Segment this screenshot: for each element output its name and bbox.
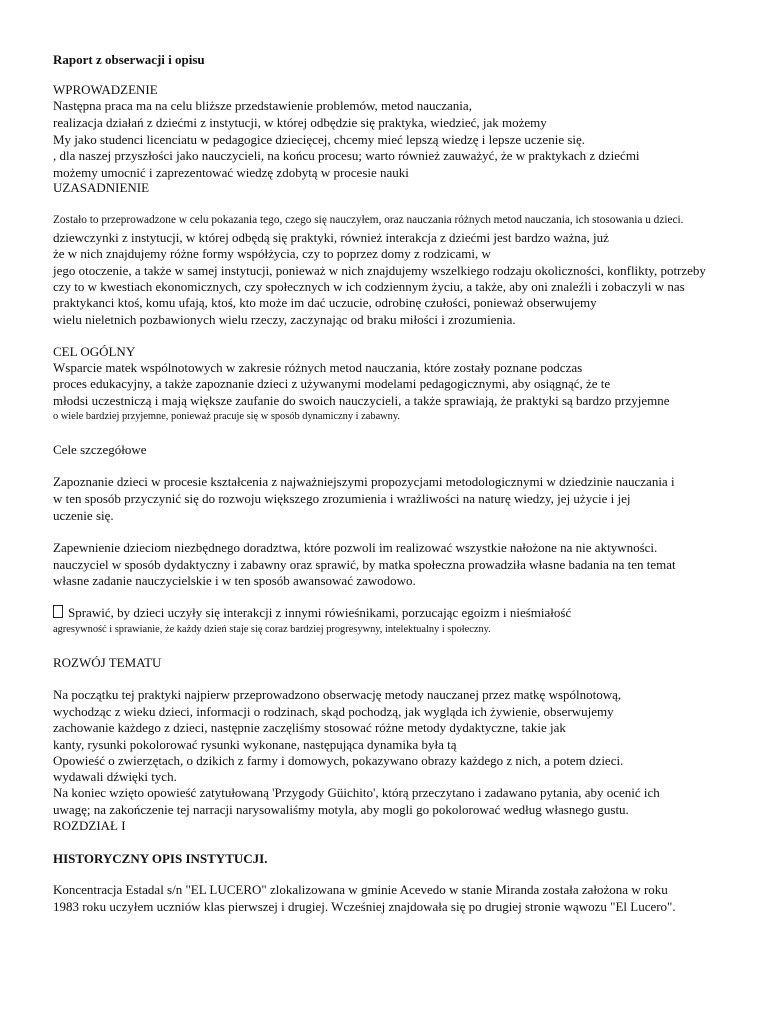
square-bullet-icon: [53, 605, 63, 618]
general-goal-heading: CEL OGÓLNY: [53, 344, 136, 359]
justification-line: czy to w kwestiach ekonomicznych, czy społecznych w ich codziennym życiu, a także, aby oni znaleźli i zobaczyli w nas: [53, 279, 685, 294]
bullet-item: [53, 605, 571, 621]
general-goal-line: proces edukacyjny, a także zapoznanie dzieci z używanymi modelami pedagogicznymi, aby osiągnąć, że te: [53, 376, 611, 391]
history-heading: HISTORYCZNY OPIS INSTYTUCJI.: [53, 851, 268, 866]
specific-goals-line: nauczyciel w sposób dydaktyczny i zabawny oraz sprawić, by matka społeczna prowadziła własne badania na ten temat: [53, 557, 676, 572]
intro-line: My jako studenci licenciatu w pedagogice dziecięcej, chcemy mieć lepszą wiedzę i lepsze uczenie się.: [53, 132, 586, 147]
development-line: Opowieść o zwierzętach, o dzikich z farmy i domowych, pokazywano obrazy każdego z nich, a potem dzieci.: [53, 753, 624, 768]
justification-line: praktykanci ktoś, komu ufają, ktoś, kto może im dać uczucie, odrobinę czułości, ponieważ obserwujemy: [53, 295, 597, 310]
history-line: Koncentracja Estadal s/n "EL LUCERO" zlokalizowana w gminie Acevedo w stanie Miranda została założona w roku: [53, 882, 668, 897]
intro-line: realizacja działań z dziećmi z instytucji, w której odbędzie się praktyka, wiedzieć, jak możemy: [53, 115, 547, 130]
specific-goals-heading: Cele szczegółowe: [53, 442, 147, 457]
general-goal-last-line: o wiele bardziej przyjemne, ponieważ pracuje się w sposób dynamiczny i zabawny.: [53, 411, 400, 422]
justification-line: dziewczynki z instytucji, w której odbędą się praktyki, również interakcja z dziećmi jest bardzo ważna, już: [53, 230, 609, 245]
general-goal-line: młodsi uczestniczą i mają większe zaufanie do swoich nauczycieli, a także sprawiają, że praktyki są bardzo przyjemne: [53, 393, 670, 408]
intro-line: , dla naszej przyszłości jako nauczycieli, na końcu procesu; warto również zauważyć, że w praktykach z dziećmi: [53, 148, 640, 163]
justification-line: jego otoczenie, a także w samej instytucji, ponieważ w nich znajdujemy wszelkiego rodzaju okoliczności, konflikty, potrzeby: [53, 263, 706, 278]
bullet-text: Sprawić, by dzieci uczyły się interakcji z innymi rówieśnikami, porzucając egoizm i nieśmiałość: [68, 605, 572, 620]
specific-goals-line: uczenie się.: [53, 508, 114, 523]
development-line: zachowanie każdego z dzieci, następnie zaczęliśmy stosować różne metody dydaktyczne, takie jak: [53, 720, 566, 735]
specific-goals-line: własne zadanie nauczycielskie i w ten sposób awansować zawodowo.: [53, 573, 416, 588]
intro-heading: WPROWADZENIE: [53, 82, 158, 97]
history-line: 1983 roku uczyłem uczniów klas pierwszej i drugiej. Wcześniej znajdowała się po drugiej stronie wąwozu "El Lucero".: [53, 899, 676, 914]
development-heading: ROZWÓJ TEMATU: [53, 655, 162, 670]
development-line: uwagę; na zakończenie tej narracji narysowaliśmy motyla, aby mogli go pokolorować według własnego gustu.: [53, 802, 629, 817]
chapter-label: ROZDZIAŁ I: [53, 818, 126, 833]
justification-line: wielu nieletnich pozbawionych wielu rzeczy, zaczynając od braku miłości i zrozumienia.: [53, 312, 516, 327]
justification-heading: UZASADNIENIE: [53, 180, 150, 195]
development-line: wychodząc z wieku dzieci, informacji o rodzinach, skąd pochodzą, jak wygląda ich żywienie, obserwujemy: [53, 704, 614, 719]
development-line: Na koniec wzięto opowieść zatytułowaną 'Przygody Güichito', którą przeczytano i zadawano pytania, aby ocenić ich: [53, 785, 660, 800]
development-line: wydawali dźwięki tych.: [53, 769, 177, 784]
specific-goals-line: w ten sposób przyczynić się do rozwoju większego zrozumienia i wrażliwości na naturę wiedzy, jej użycie i jej: [53, 491, 631, 506]
development-line: Na początku tej praktyki najpierw przeprowadzono obserwację metody nauczanej przez matkę wspólnotową,: [53, 687, 622, 702]
document-title: Raport z obserwacji i opisu: [53, 52, 205, 67]
general-goal-line: Wsparcie matek wspólnotowych w zakresie różnych metod nauczania, które zostały poznane podczas: [53, 360, 583, 375]
specific-goals-line: Zapewnienie dzieciom niezbędnego doradztwa, które pozwoli im realizować wszystkie nałożone na nie aktywności.: [53, 540, 658, 555]
justification-line: że w nich znajdujemy różne formy współżycia, czy to poprzez domy z rodzicami, w: [53, 246, 491, 261]
justification-first-line: Zostało to przeprowadzone w celu pokazania tego, czego się nauczyłem, oraz nauczania różnych metod nauczania, ich stosowania u dzieci.: [53, 214, 684, 226]
bullet-continuation: agresywność i sprawianie, że każdy dzień staje się coraz bardziej progresywny, intelektualny i społeczny.: [53, 624, 491, 635]
development-line: kanty, rysunki pokolorować rysunki wykonane, następująca dynamika była tą: [53, 737, 457, 752]
intro-line: możemy umocnić i zaprezentować wiedzę zdobytą w procesie nauki: [53, 165, 409, 180]
intro-line: Następna praca ma na celu bliższe przedstawienie problemów, metod nauczania,: [53, 98, 472, 113]
specific-goals-line: Zapoznanie dzieci w procesie kształcenia z najważniejszymi propozycjami metodologicznymi w dziedzinie nauczania i: [53, 474, 675, 489]
